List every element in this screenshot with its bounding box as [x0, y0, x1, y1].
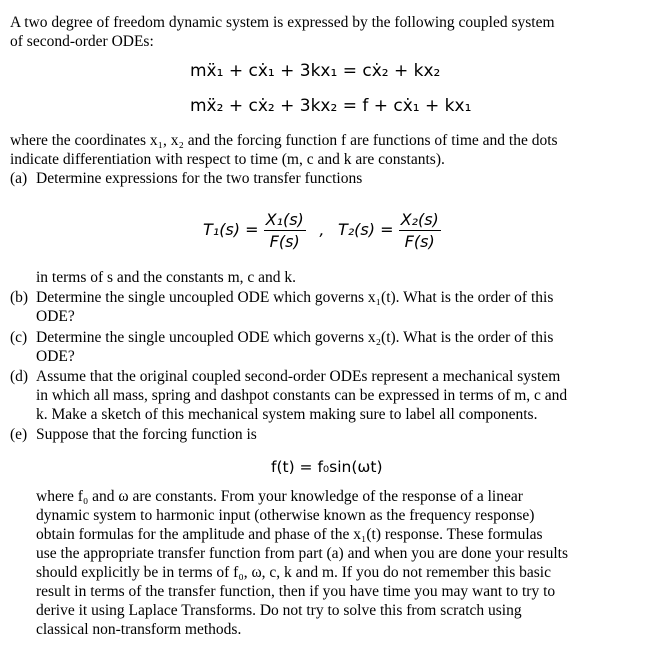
t2-fraction	[399, 209, 441, 252]
t1-numerator: X₁(s)	[265, 210, 304, 229]
equation-2: mẍ₂ + cẋ₂ + 3kx₂ = f + cẋ₁ + kx₁	[190, 96, 472, 116]
part-e-body-3: obtain formulas for the amplitude and phase of the x₁(t) response. These formulas	[36, 526, 543, 543]
intro-line-1: A two degree of freedom dynamic system is expressed by the following coupled system	[10, 14, 555, 31]
part-e-label: (e)	[10, 426, 28, 443]
where-line-1: where the coordinates x₁, x₂ and the forcing function f are functions of time and the dots	[10, 132, 558, 149]
part-c-line-2: ODE?	[36, 348, 75, 365]
part-a-label: (a)	[10, 170, 28, 187]
t1-denominator: F(s)	[269, 232, 300, 251]
part-c-line-1	[10, 328, 553, 347]
part-d-line-1	[10, 367, 560, 386]
intro-line-2: of second-order ODEs:	[10, 33, 154, 50]
part-b-text: Determine the single uncoupled ODE which governs x₁(t). What is the order of this	[36, 289, 554, 306]
part-b-label: (b)	[10, 289, 29, 306]
t2-denominator: F(s)	[404, 232, 435, 251]
part-e-body-8: classical non-transform methods.	[36, 621, 242, 638]
part-a-text: Determine expressions for the two transfer functions	[36, 170, 363, 187]
t2-lhs: T₂(s) =	[337, 220, 394, 239]
part-e-body-5: should explicitly be in terms of f₀, ω, c, k and m. If you do not remember this basic	[36, 564, 551, 581]
t2-numerator: X₂(s)	[400, 210, 439, 229]
part-c-text: Determine the single uncoupled ODE which governs x₂(t). What is the order of this	[36, 329, 554, 346]
part-d-text: Assume that the original coupled second-order ODEs represent a mechanical system	[36, 368, 561, 385]
part-b-line-2: ODE?	[36, 308, 75, 325]
part-d-label: (d)	[10, 368, 29, 385]
transfer-functions	[203, 209, 441, 252]
t1-fraction	[264, 209, 306, 252]
part-b-line-1	[10, 288, 553, 307]
part-e-body-4: use the appropriate transfer function from part (a) and when you are done your results	[36, 545, 568, 562]
t1-lhs: T₁(s) =	[203, 220, 259, 239]
forcing-function: f(t) = f₀sin(ωt)	[271, 458, 383, 476]
part-d-line-3: k. Make a sketch of this mechanical system making sure to label all components.	[36, 406, 538, 423]
part-a-heading	[10, 169, 362, 188]
tf-separator: ,	[319, 220, 325, 239]
part-d-line-2: in which all mass, spring and dashpot constants can be expressed in terms of m, c and	[36, 387, 568, 404]
part-e-body-7: derive it using Laplace Transforms. Do not try to solve this from scratch using	[36, 602, 522, 619]
part-c-label: (c)	[10, 329, 28, 346]
part-a-after: in terms of s and the constants m, c and k.	[36, 269, 297, 286]
part-e-body-6: result in terms of the transfer function, then if you have time you may want to try to	[36, 583, 556, 600]
equation-1: mẍ₁ + cẋ₁ + 3kx₁ = cẋ₂ + kx₂	[190, 61, 441, 81]
where-line-2: indicate differentiation with respect to time (m, c and k are constants).	[10, 151, 445, 168]
part-e-body-2: dynamic system to harmonic input (otherwise known as the frequency response)	[36, 507, 535, 524]
part-e-text: Suppose that the forcing function is	[36, 426, 257, 443]
part-e-line-1	[10, 425, 257, 444]
part-e-body-1: where f₀ and ω are constants. From your knowledge of the response of a linear	[36, 488, 523, 505]
